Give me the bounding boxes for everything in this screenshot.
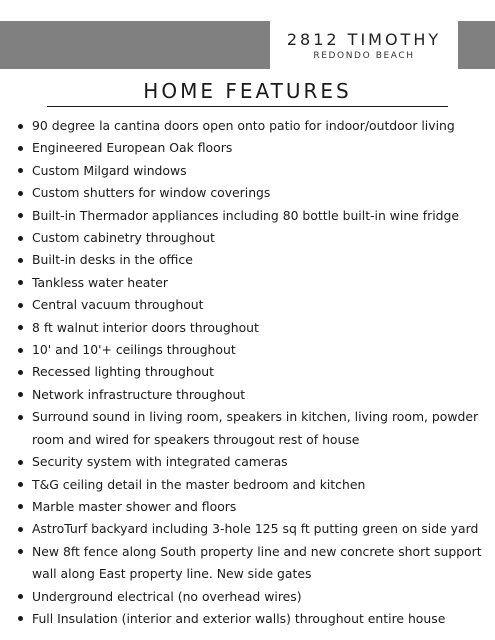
address-city: REDONDO BEACH: [313, 51, 415, 61]
feature-item: [0, 160, 495, 182]
feature-text: T&G ceiling detail in the master bedroom and kitchen: [32, 476, 366, 492]
feature-text: Security system with integrated cameras: [32, 454, 288, 470]
bullet-icon: [18, 168, 23, 173]
feature-item: [0, 384, 495, 406]
header-bar-left: [0, 21, 270, 69]
feature-text: Full Insulation (interior and exterior walls) throughout entire house: [32, 610, 446, 626]
feature-item: [0, 137, 495, 159]
bullet-icon: [18, 549, 23, 554]
bullet-icon: [18, 258, 23, 263]
feature-item: [0, 227, 495, 249]
feature-item: [0, 586, 495, 608]
feature-text: Underground electrical (no overhead wires): [32, 588, 302, 604]
feature-text: 8 ft walnut interior doors throughout: [32, 319, 259, 335]
feature-item: [0, 406, 495, 451]
feature-item: [0, 541, 495, 586]
feature-item: [0, 496, 495, 518]
bullet-icon: [18, 236, 23, 241]
bullet-icon: [18, 146, 23, 151]
feature-text: New 8ft fence along South property line and new concrete short support: [32, 543, 482, 559]
bullet-icon: [18, 415, 23, 420]
bullet-icon: [18, 527, 23, 532]
feature-text: Built-in Thermador appliances including 80 bottle built-in wine fridge: [32, 207, 459, 223]
feature-text: Engineered European Oak floors: [32, 140, 233, 156]
feature-item: [0, 182, 495, 204]
bullet-icon: [18, 594, 23, 599]
feature-text: AstroTurf backyard including 3-hole 125 sq ft putting green on side yard: [32, 521, 479, 537]
bullet-icon: [18, 460, 23, 465]
feature-text: 90 degree la cantina doors open onto patio for indoor/outdoor living: [32, 118, 455, 133]
feature-text: Custom shutters for window coverings: [32, 185, 271, 201]
feature-item: [0, 474, 495, 496]
bullet-icon: [18, 280, 23, 285]
feature-text: Recessed lighting throughout: [32, 364, 214, 380]
address-street: 2812 TIMOTHY: [286, 30, 442, 49]
bullet-icon: [18, 303, 23, 308]
feature-text: Marble master shower and floors: [32, 498, 237, 514]
feature-text: Built-in desks in the office: [32, 252, 193, 268]
feature-item: [0, 518, 495, 540]
feature-item: [0, 205, 495, 227]
feature-item: [0, 249, 495, 271]
feature-text: Central vacuum throughout: [32, 297, 204, 313]
feature-item: [0, 317, 495, 339]
bullet-icon: [18, 213, 23, 218]
bullet-icon: [18, 325, 23, 330]
bullet-icon: [18, 348, 23, 353]
feature-text: room and wired for speakers througout rest of house: [32, 431, 360, 447]
feature-item: [0, 451, 495, 473]
feature-list: [0, 115, 495, 630]
feature-text: Tankless water heater: [32, 274, 168, 290]
feature-item: [0, 272, 495, 294]
bullet-icon: [18, 504, 23, 509]
bullet-icon: [18, 370, 23, 375]
bullet-icon: [18, 191, 23, 196]
header-bar-right: [458, 21, 495, 69]
feature-text: Surround sound in living room, speakers in kitchen, living room, powder: [32, 409, 479, 425]
bullet-icon: [18, 124, 23, 129]
feature-item: [0, 339, 495, 361]
feature-text: wall along East property line. New side gates: [32, 566, 312, 582]
bullet-icon: [18, 482, 23, 487]
address-block: [270, 21, 458, 69]
bullet-icon: [18, 616, 23, 621]
feature-item: [0, 361, 495, 383]
bullet-icon: [18, 392, 23, 397]
feature-text: Custom cabinetry throughout: [32, 230, 215, 246]
feature-item: [0, 294, 495, 316]
title-divider: [47, 106, 448, 107]
feature-text: Custom Milgard windows: [32, 162, 187, 178]
section-title: HOME FEATURES: [143, 79, 352, 103]
feature-item: [0, 608, 495, 630]
feature-text: 10' and 10'+ ceilings throughout: [32, 342, 236, 358]
feature-text: Network infrastructure throughout: [32, 386, 246, 402]
feature-item: [0, 115, 495, 137]
